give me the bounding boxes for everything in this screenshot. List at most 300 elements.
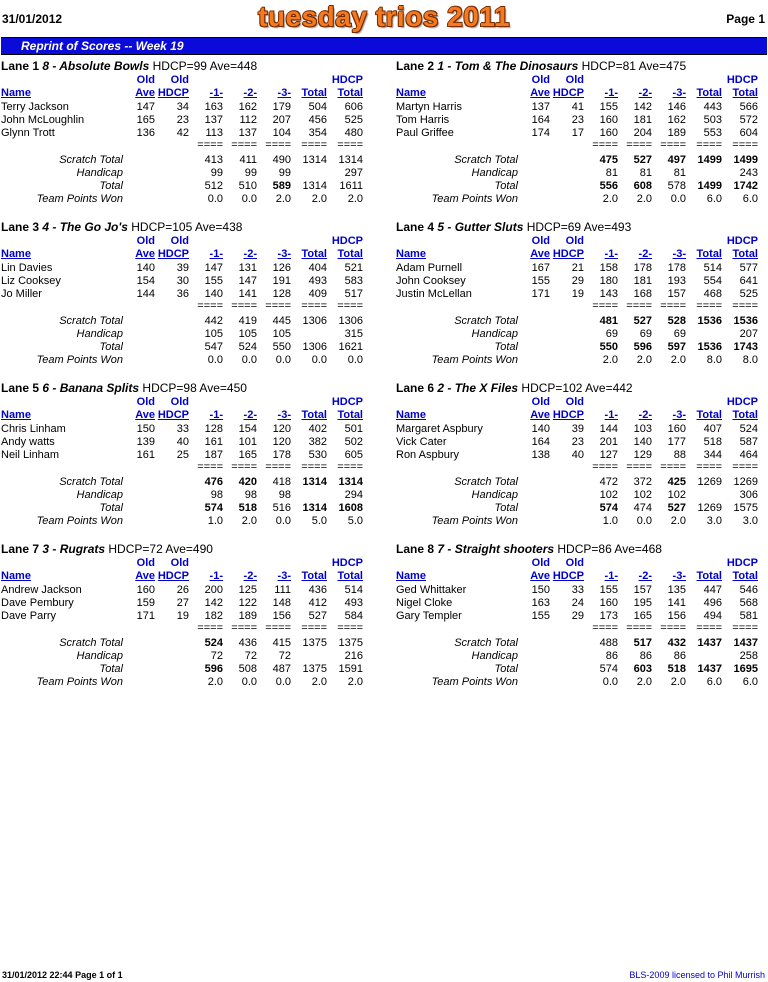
column-header (396, 409, 766, 422)
summary-g1: 574 (599, 502, 618, 514)
summary-label: Total (494, 341, 518, 353)
name-header: Name (1, 570, 31, 582)
summary-htotal: 5.0 (347, 515, 363, 527)
player-name: Nigel Cloke (396, 597, 453, 609)
separator: ==== (197, 139, 223, 151)
game2-score: 137 (238, 127, 257, 139)
column-header-top (396, 557, 766, 570)
total-row (396, 663, 766, 676)
game3-score: 120 (272, 423, 291, 435)
summary-label: Scratch Total (59, 315, 123, 327)
player-handicap: 19 (176, 610, 189, 622)
summary-htotal: 1575 (733, 502, 758, 514)
summary-g2: 420 (238, 476, 257, 488)
lane-title (396, 543, 766, 556)
summary-total: 6.0 (706, 676, 722, 688)
summary-g2: 411 (239, 154, 257, 166)
separator: ==== (626, 139, 652, 151)
team-stats: HDCP=102 Ave=442 (521, 381, 633, 395)
summary-htotal: 0.0 (347, 354, 363, 366)
team-name: 3 - Rugrats (42, 542, 106, 556)
player-name: Andrew Jackson (1, 584, 82, 596)
column-header (396, 248, 766, 261)
player-average: 150 (531, 584, 550, 596)
separator: ==== (660, 300, 686, 312)
summary-htotal: 1437 (733, 637, 758, 649)
player-row (396, 262, 766, 275)
player-average: 164 (531, 436, 550, 448)
game3-header: -3- (277, 409, 291, 421)
player-average: 138 (531, 449, 550, 461)
hdcp-header: HDCP (157, 409, 189, 421)
team-points-row (396, 193, 766, 206)
game1-header: -1- (209, 248, 223, 260)
old-label: Old (136, 396, 155, 408)
summary-htotal: 1591 (338, 663, 363, 675)
game1-score: 180 (599, 275, 618, 287)
total-header: Total (696, 409, 722, 421)
player-average: 140 (531, 423, 550, 435)
player-handicap: 24 (571, 597, 584, 609)
player-average: 155 (531, 275, 550, 287)
summary-g1: 481 (599, 315, 618, 327)
player-name: Martyn Harris (396, 101, 463, 113)
player-handicap: 39 (176, 262, 189, 274)
summary-g3: 72 (278, 650, 291, 662)
player-handicap: 17 (571, 127, 584, 139)
week-banner (1, 37, 767, 55)
old-label: Old (136, 557, 155, 569)
summary-total: 1536 (697, 341, 722, 353)
scratch-total-row (1, 154, 371, 167)
total-header: Total (696, 87, 722, 99)
game2-score: 181 (633, 275, 652, 287)
player-average: 150 (136, 423, 155, 435)
series-total: 527 (308, 610, 327, 622)
game3-score: 157 (667, 288, 686, 300)
summary-total: 1306 (302, 315, 327, 327)
summary-g3: 490 (272, 154, 291, 166)
separator: ==== (626, 461, 652, 473)
game1-score: 158 (599, 262, 618, 274)
summary-g2: 608 (633, 180, 652, 192)
summary-g2: 524 (238, 341, 257, 353)
game2-score: 103 (633, 423, 652, 435)
hdcp-header: HDCP (157, 248, 189, 260)
summary-g1: 1.0 (207, 515, 223, 527)
player-name: Ged Whittaker (396, 584, 467, 596)
separator-row (396, 622, 766, 635)
summary-g2: 72 (244, 650, 257, 662)
scratch-total-row (1, 315, 371, 328)
handicap-total: 641 (739, 275, 758, 287)
series-total: 530 (308, 449, 327, 461)
series-total: 468 (703, 288, 722, 300)
column-header (1, 87, 371, 100)
summary-htotal: 1695 (733, 663, 758, 675)
player-row (396, 584, 766, 597)
name-header: Name (1, 248, 31, 260)
summary-total: 2.0 (311, 193, 327, 205)
summary-label: Total (99, 663, 123, 675)
team-name: 1 - Tom & The Dinosaurs (437, 59, 579, 73)
player-average: 167 (531, 262, 550, 274)
summary-g1: 550 (599, 341, 618, 353)
summary-htotal: 243 (739, 167, 758, 179)
game3-score: 191 (272, 275, 291, 287)
summary-total: 1269 (697, 502, 722, 514)
series-total: 402 (308, 423, 327, 435)
total-row (1, 180, 371, 193)
summary-htotal: 1269 (733, 476, 758, 488)
summary-label: Total (99, 502, 123, 514)
summary-htotal: 315 (344, 328, 363, 340)
handicap-total: 546 (739, 584, 758, 596)
separator: ==== (265, 139, 291, 151)
team-points-row (1, 515, 371, 528)
series-total: 404 (308, 262, 327, 274)
player-name: Tom Harris (396, 114, 450, 126)
handicap-total: 502 (344, 436, 363, 448)
total-header: Total (696, 248, 722, 260)
player-name: Gary Templer (396, 610, 462, 622)
summary-g1: 488 (599, 637, 618, 649)
column-header (1, 570, 371, 583)
summary-g1: 86 (605, 650, 618, 662)
handicap-row (396, 328, 766, 341)
summary-total: 1499 (697, 154, 722, 166)
game3-header: -3- (277, 248, 291, 260)
summary-htotal: 1314 (338, 476, 363, 488)
game1-score: 155 (204, 275, 223, 287)
summary-htotal: 1536 (733, 315, 758, 327)
old-label: Old (531, 396, 550, 408)
handicap-total: 517 (344, 288, 363, 300)
summary-g3: 2.0 (670, 676, 686, 688)
handicap-row (1, 328, 371, 341)
handicap-row (396, 489, 766, 502)
player-average: 160 (136, 584, 155, 596)
player-handicap: 25 (176, 449, 189, 461)
game3-score: 141 (667, 597, 686, 609)
team-name: 4 - The Go Jo's (42, 220, 128, 234)
ave-header: Ave (135, 409, 155, 421)
summary-g3: 516 (272, 502, 291, 514)
game1-score: 187 (204, 449, 223, 461)
summary-g3: 81 (673, 167, 686, 179)
summary-g1: 547 (204, 341, 223, 353)
hdcp-header: HDCP (157, 87, 189, 99)
handicap-row (1, 167, 371, 180)
game2-score: 204 (633, 127, 652, 139)
column-header-top (396, 235, 766, 248)
player-average: 137 (531, 101, 550, 113)
separator: ==== (732, 461, 758, 473)
summary-g1: 596 (204, 663, 223, 675)
summary-g3: 98 (278, 489, 291, 501)
series-total: 447 (703, 584, 722, 596)
summary-htotal: 1608 (338, 502, 363, 514)
summary-g2: 527 (633, 154, 652, 166)
hdcp-label: HDCP (331, 396, 363, 408)
hdcp-total-header: Total (732, 570, 758, 582)
game2-header: -2- (243, 570, 257, 582)
summary-htotal: 1621 (338, 341, 363, 353)
lane-block (396, 382, 766, 542)
summary-g3: 497 (667, 154, 686, 166)
summary-g1: 81 (605, 167, 618, 179)
game1-score: 127 (599, 449, 618, 461)
scratch-total-row (396, 154, 766, 167)
summary-total: 1306 (302, 341, 327, 353)
summary-label: Handicap (471, 167, 518, 179)
game3-score: 178 (667, 262, 686, 274)
ave-header: Ave (530, 248, 550, 260)
game3-header: -3- (672, 570, 686, 582)
team-points-row (396, 515, 766, 528)
hdcp-label: HDCP (331, 74, 363, 86)
game2-score: 165 (633, 610, 652, 622)
handicap-total: 521 (344, 262, 363, 274)
game3-score: 104 (272, 127, 291, 139)
player-row (396, 114, 766, 127)
summary-g2: 102 (633, 489, 652, 501)
series-total: 354 (308, 127, 327, 139)
player-name: Ron Aspbury (396, 449, 459, 461)
player-row (1, 584, 371, 597)
team-stats: HDCP=81 Ave=475 (581, 59, 687, 73)
separator: ==== (231, 622, 257, 634)
handicap-total: 606 (344, 101, 363, 113)
player-average: 147 (136, 101, 155, 113)
summary-label: Total (494, 663, 518, 675)
separator: ==== (660, 461, 686, 473)
old-label: Old (565, 396, 584, 408)
player-handicap: 19 (571, 288, 584, 300)
summary-g1: 0.0 (207, 193, 223, 205)
old-label: Old (565, 235, 584, 247)
old-label: Old (136, 235, 155, 247)
separator: ==== (732, 139, 758, 151)
game2-score: 131 (238, 262, 257, 274)
summary-label: Handicap (76, 328, 123, 340)
game1-score: 137 (204, 114, 223, 126)
game2-header: -2- (638, 409, 652, 421)
handicap-row (396, 650, 766, 663)
game2-header: -2- (243, 248, 257, 260)
summary-label: Handicap (76, 167, 123, 179)
game2-score: 147 (238, 275, 257, 287)
old-label: Old (531, 557, 550, 569)
game3-score: 189 (667, 127, 686, 139)
team-stats: HDCP=105 Ave=438 (131, 220, 243, 234)
summary-g1: 99 (210, 167, 223, 179)
separator: ==== (337, 300, 363, 312)
summary-g3: 418 (272, 476, 291, 488)
column-header-top (1, 74, 371, 87)
player-handicap: 29 (571, 610, 584, 622)
handicap-total: 501 (344, 423, 363, 435)
summary-htotal: 297 (344, 167, 363, 179)
summary-total: 3.0 (706, 515, 722, 527)
scratch-total-row (1, 637, 371, 650)
game1-header: -1- (604, 87, 618, 99)
column-header (396, 570, 766, 583)
column-header (396, 87, 766, 100)
summary-total: 5.0 (311, 515, 327, 527)
game1-header: -1- (209, 87, 223, 99)
summary-label: Team Points Won (36, 354, 123, 366)
player-name: Terry Jackson (1, 101, 69, 113)
summary-g3: 69 (673, 328, 686, 340)
separator-row (396, 461, 766, 474)
summary-total: 1314 (302, 502, 327, 514)
game1-header: -1- (209, 409, 223, 421)
scratch-total-row (396, 637, 766, 650)
series-total: 553 (703, 127, 722, 139)
game2-score: 129 (633, 449, 652, 461)
summary-g1: 102 (599, 489, 618, 501)
summary-g3: 102 (667, 489, 686, 501)
game3-score: 160 (667, 423, 686, 435)
handicap-total: 572 (739, 114, 758, 126)
game2-score: 195 (633, 597, 652, 609)
player-average: 139 (136, 436, 155, 448)
player-handicap: 40 (176, 436, 189, 448)
player-name: Neil Linham (1, 449, 60, 461)
summary-g3: 86 (673, 650, 686, 662)
game3-score: 156 (272, 610, 291, 622)
separator: ==== (265, 622, 291, 634)
lane-block (396, 543, 766, 703)
old-label: Old (170, 557, 189, 569)
summary-g3: 550 (272, 341, 291, 353)
player-average: 164 (531, 114, 550, 126)
column-header-top (396, 74, 766, 87)
series-total: 503 (703, 114, 722, 126)
game1-score: 201 (599, 436, 618, 448)
total-row (396, 502, 766, 515)
game2-header: -2- (638, 248, 652, 260)
series-total: 494 (703, 610, 722, 622)
hdcp-total-header: Total (337, 248, 363, 260)
summary-g2: 517 (633, 637, 652, 649)
handicap-total: 493 (344, 597, 363, 609)
player-name: Justin McLellan (396, 288, 472, 300)
game1-score: 147 (204, 262, 223, 274)
lane-block (1, 221, 371, 381)
summary-g1: 556 (599, 180, 618, 192)
summary-htotal: 1611 (339, 180, 363, 192)
summary-htotal: 1306 (338, 315, 363, 327)
game1-score: 143 (599, 288, 618, 300)
hdcp-label: HDCP (726, 235, 758, 247)
column-header-top (1, 396, 371, 409)
handicap-total: 568 (739, 597, 758, 609)
handicap-total: 577 (739, 262, 758, 274)
series-total: 493 (308, 275, 327, 287)
lane-block (396, 60, 766, 220)
game1-score: 142 (204, 597, 223, 609)
team-name: 6 - Banana Splits (42, 381, 140, 395)
summary-label: Total (99, 341, 123, 353)
summary-total: 1499 (697, 180, 722, 192)
summary-htotal: 1742 (733, 180, 758, 192)
old-label: Old (531, 235, 550, 247)
old-label: Old (136, 74, 155, 86)
name-header: Name (396, 87, 426, 99)
handicap-total: 566 (739, 101, 758, 113)
team-stats: HDCP=99 Ave=448 (152, 59, 258, 73)
player-average: 154 (136, 275, 155, 287)
old-label: Old (565, 74, 584, 86)
lane-title (1, 382, 371, 395)
summary-label: Scratch Total (59, 154, 123, 166)
summary-g1: 442 (204, 315, 223, 327)
summary-label: Handicap (471, 328, 518, 340)
summary-g2: 0.0 (241, 193, 257, 205)
series-total: 412 (308, 597, 327, 609)
summary-total: 6.0 (706, 193, 722, 205)
summary-label: Team Points Won (431, 193, 518, 205)
player-handicap: 23 (571, 436, 584, 448)
summary-label: Total (494, 502, 518, 514)
summary-label: Total (494, 180, 518, 192)
separator: ==== (732, 622, 758, 634)
separator-row (1, 300, 371, 313)
summary-label: Team Points Won (431, 515, 518, 527)
separator-row (396, 139, 766, 152)
summary-g1: 0.0 (207, 354, 223, 366)
player-handicap: 36 (176, 288, 189, 300)
old-label: Old (170, 235, 189, 247)
player-handicap: 23 (571, 114, 584, 126)
hdcp-label: HDCP (726, 557, 758, 569)
name-header: Name (396, 570, 426, 582)
summary-g2: 105 (238, 328, 257, 340)
game3-score: 126 (272, 262, 291, 274)
lane-block (396, 221, 766, 381)
separator: ==== (660, 622, 686, 634)
summary-g3: 425 (667, 476, 686, 488)
game3-score: 88 (673, 449, 686, 461)
separator: ==== (301, 461, 327, 473)
hdcp-label: HDCP (726, 74, 758, 86)
game1-score: 173 (599, 610, 618, 622)
page-number: Page 1 (726, 12, 765, 26)
name-header: Name (1, 409, 31, 421)
player-name: Andy watts (1, 436, 55, 448)
team-stats: HDCP=86 Ave=468 (557, 542, 662, 556)
summary-g2: 99 (244, 167, 257, 179)
summary-htotal: 8.0 (742, 354, 758, 366)
player-name: Vick Cater (396, 436, 447, 448)
summary-g1: 1.0 (602, 515, 618, 527)
summary-g1: 72 (210, 650, 223, 662)
summary-label: Team Points Won (36, 515, 123, 527)
game3-score: 135 (667, 584, 686, 596)
player-row (396, 597, 766, 610)
lane-number: Lane 5 (1, 381, 40, 395)
game1-score: 144 (599, 423, 618, 435)
game3-score: 111 (274, 584, 291, 596)
lane-block (1, 382, 371, 542)
lane-number: Lane 2 (396, 59, 435, 73)
old-label: Old (531, 74, 550, 86)
hdcp-total-header: Total (337, 87, 363, 99)
column-header-top (1, 557, 371, 570)
separator: ==== (696, 461, 722, 473)
